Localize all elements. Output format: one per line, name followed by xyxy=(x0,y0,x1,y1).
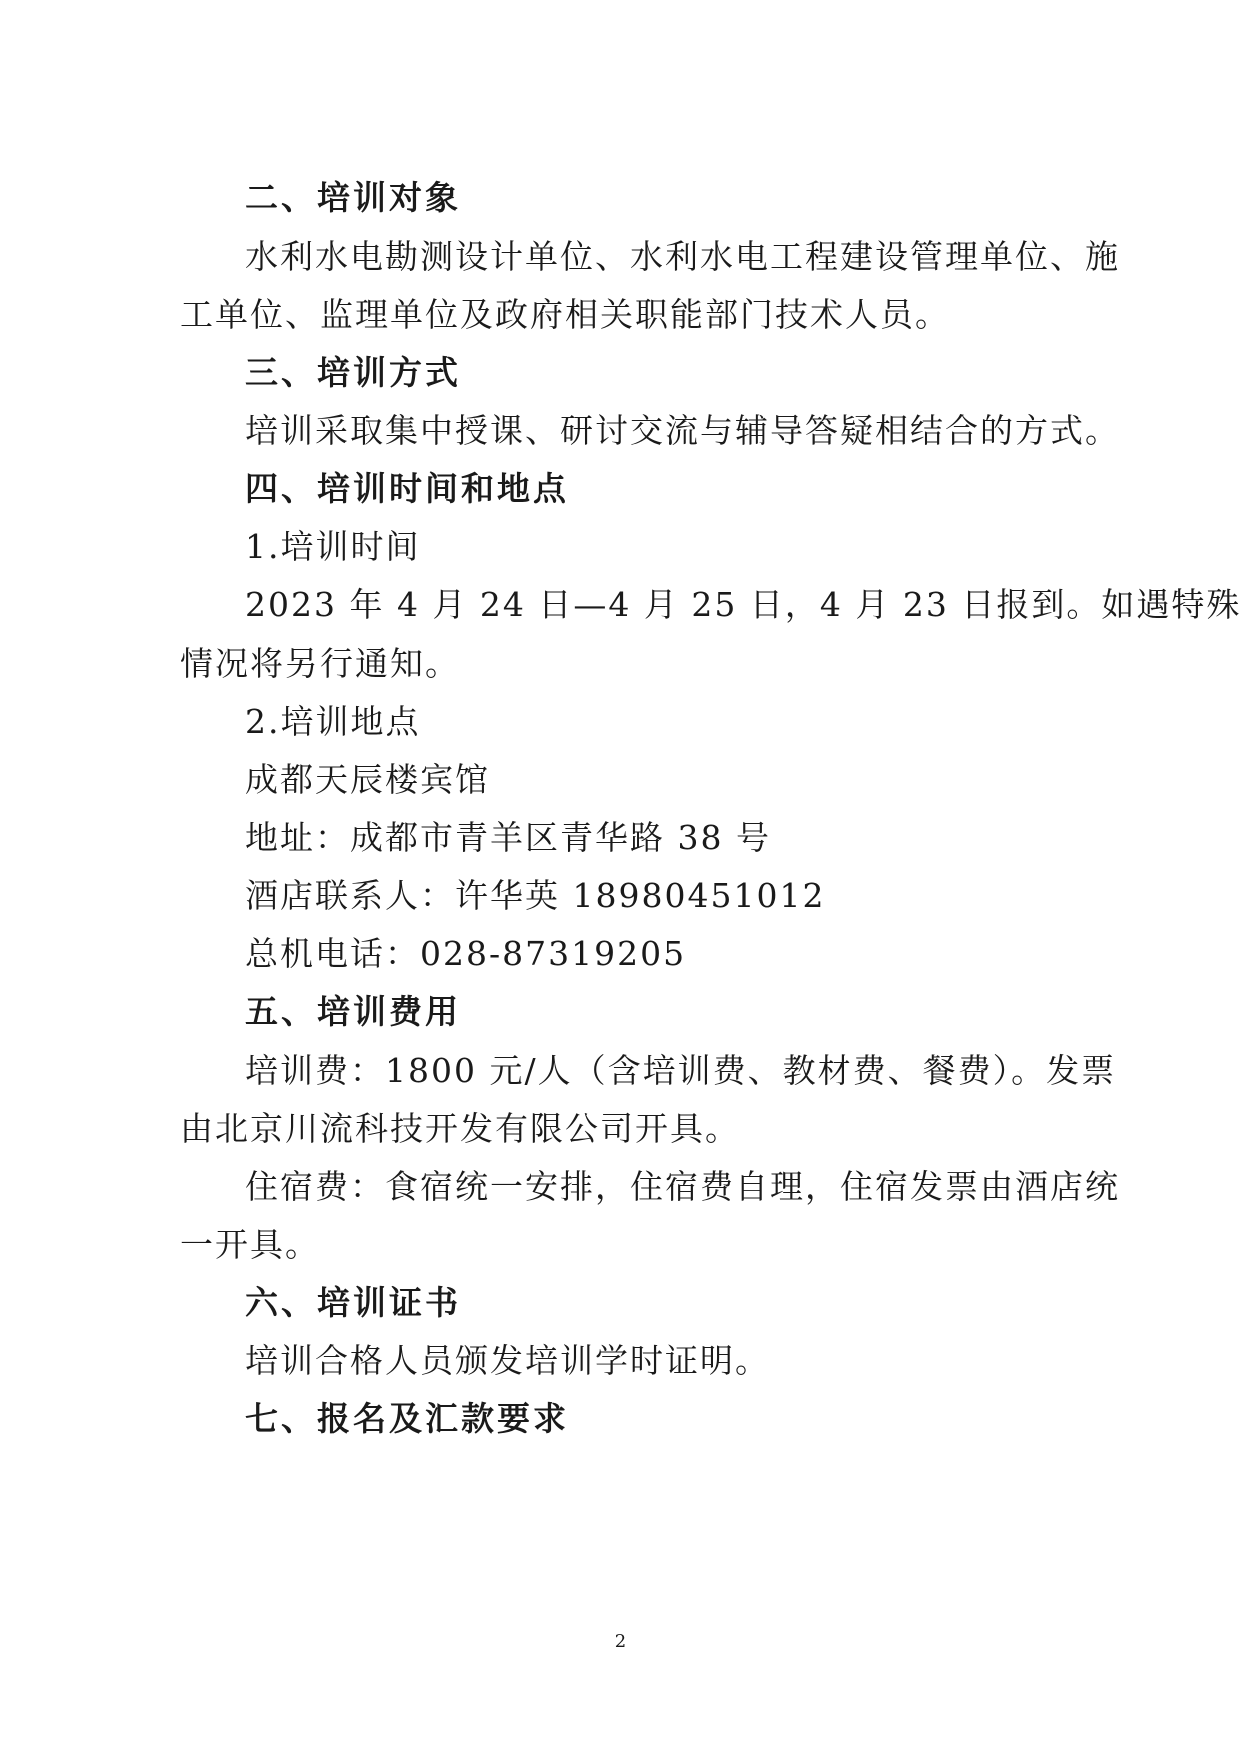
hotel-phone: 总机电话：028-87319205 xyxy=(245,934,687,973)
section-heading-method: 三、培训方式 xyxy=(245,353,461,392)
hotel-contact: 酒店联系人：许华英 18980451012 xyxy=(245,876,826,915)
page-number: 2 xyxy=(614,1631,627,1652)
section-heading-certificate: 六、培训证书 xyxy=(245,1283,461,1322)
section-heading-fees: 五、培训费用 xyxy=(245,992,461,1031)
time-text-line-1: 2023 年 4 月 24 日—4 月 25 日，4 月 23 日报到。如遇特殊 xyxy=(245,585,1241,624)
certificate-text-line-1: 培训合格人员颁发培训学时证明。 xyxy=(245,1341,770,1380)
training-fee-line-2: 由北京川流科技开发有限公司开具。 xyxy=(180,1109,740,1148)
hotel-name: 成都天辰楼宾馆 xyxy=(245,760,490,799)
place-subtitle: 2.培训地点 xyxy=(245,702,421,741)
target-text-line-2: 工单位、监理单位及政府相关职能部门技术人员。 xyxy=(180,295,950,334)
training-fee-line-1: 培训费：1800 元/人（含培训费、教材费、餐费）。发票 xyxy=(245,1051,1117,1090)
time-subtitle: 1.培训时间 xyxy=(245,527,421,566)
time-text-line-2: 情况将另行通知。 xyxy=(180,644,460,683)
hotel-address: 地址：成都市青羊区青华路 38 号 xyxy=(245,818,771,857)
lodging-fee-line-1: 住宿费：食宿统一安排，住宿费自理，住宿发票由酒店统 xyxy=(245,1167,1120,1206)
method-text-line-1: 培训采取集中授课、研讨交流与辅导答疑相结合的方式。 xyxy=(245,411,1120,450)
section-heading-target: 二、培训对象 xyxy=(245,178,461,217)
target-text-line-1: 水利水电勘测设计单位、水利水电工程建设管理单位、施 xyxy=(245,237,1120,276)
section-heading-time-place: 四、培训时间和地点 xyxy=(245,469,569,508)
section-heading-registration: 七、报名及汇款要求 xyxy=(245,1399,569,1438)
lodging-fee-line-2: 一开具。 xyxy=(180,1225,320,1264)
